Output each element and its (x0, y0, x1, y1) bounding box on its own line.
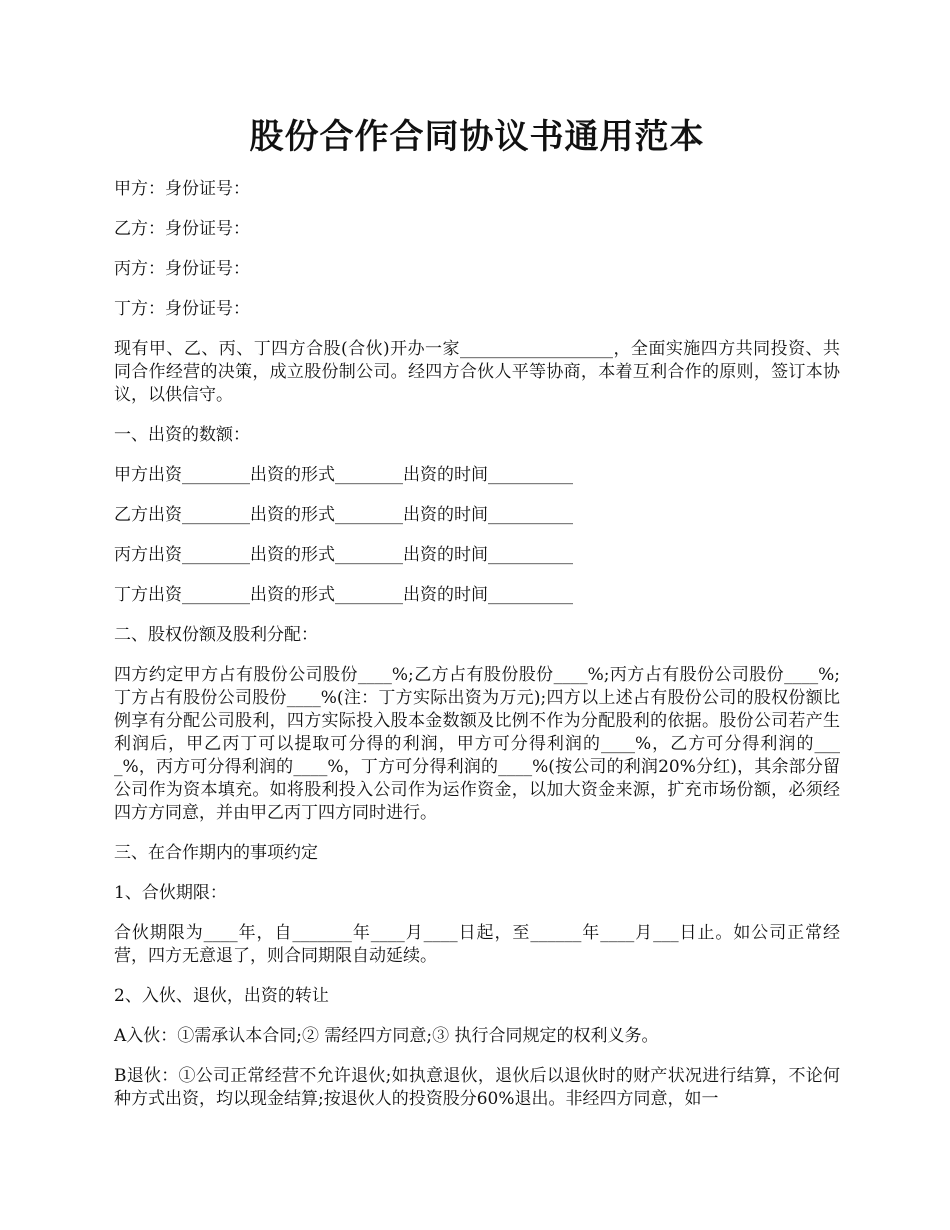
section-heading-terms: 三、在合作期内的事项约定 (114, 843, 318, 863)
shares-paragraph: 四方约定甲方占有股份公司股份____%;乙方占有股份股份____%;丙方占有股份公司股份____%;丁方占有股份公司股份____%(注：丁方实际出资为万元);四方以上述占有股份公司的股权份额比例享有分配公司股利，四方实际投入股本金数额及比例不作为分配股利的依据。股份公司若产生利润后，甲乙丙丁可以提取可分得的利润，甲方可分得利润的____%，乙方可分得利润的____%，丙方可分得利润的____%，丁方可分得利润的____%(按公司的利润20%分红)，其余部分留公司作为资本填充。如将股利投入公司作为运作资金，以加大资金来源，扩充市场份额，必须经四方方同意，并由甲乙丙丁四方同时进行。 (114, 665, 840, 823)
preamble-paragraph: 现有甲、乙、丙、丁四方合股(合伙)开办一家__________________，全面实施四方共同投资、共同合作经营的决策，成立股份制公司。经四方合伙人平等协商，本着互利合作的原则，签订本协议，以供信守。 (114, 339, 840, 405)
party-d-line: 丁方：身份证号： (114, 299, 250, 319)
party-c-line: 丙方：身份证号： (114, 259, 250, 279)
capital-line-a: 甲方出资________出资的形式________出资的时间__________ (114, 465, 573, 485)
exit-paragraph: B退伙：①公司正常经营不允许退伙;如执意退伙，退伙后以退伙时的财产状况进行结算，不论何种方式出资，均以现金结算;按退伙人的投资股分60%退出。非经四方同意，如一 (114, 1066, 840, 1109)
section-heading-shares: 二、股权份额及股利分配： (114, 625, 318, 645)
document-body (114, 178, 840, 1128)
join-paragraph: A入伙：①需承认本合同;② 需经四方同意;③ 执行合同规定的权利义务。 (114, 1026, 659, 1046)
term-paragraph: 合伙期限为____年，自_______年____月____日起，至______年____月___日止。如公司正常经营，四方无意退了，则合同期限自动延续。 (114, 923, 840, 966)
document-title: 股份合作合同协议书通用范本 (249, 117, 705, 157)
subheading-term: 1、合伙期限： (114, 883, 227, 903)
subheading-join-exit: 2、入伙、退伙，出资的转让 (114, 986, 329, 1006)
capital-line-b: 乙方出资________出资的形式________出资的时间__________ (114, 505, 573, 525)
party-a-line: 甲方：身份证号： (114, 179, 250, 199)
capital-line-c: 丙方出资________出资的形式________出资的时间__________ (114, 545, 573, 565)
party-b-line: 乙方：身份证号： (114, 219, 250, 239)
capital-line-d: 丁方出资________出资的形式________出资的时间__________ (114, 585, 573, 605)
section-heading-capital: 一、出资的数额： (114, 425, 250, 445)
